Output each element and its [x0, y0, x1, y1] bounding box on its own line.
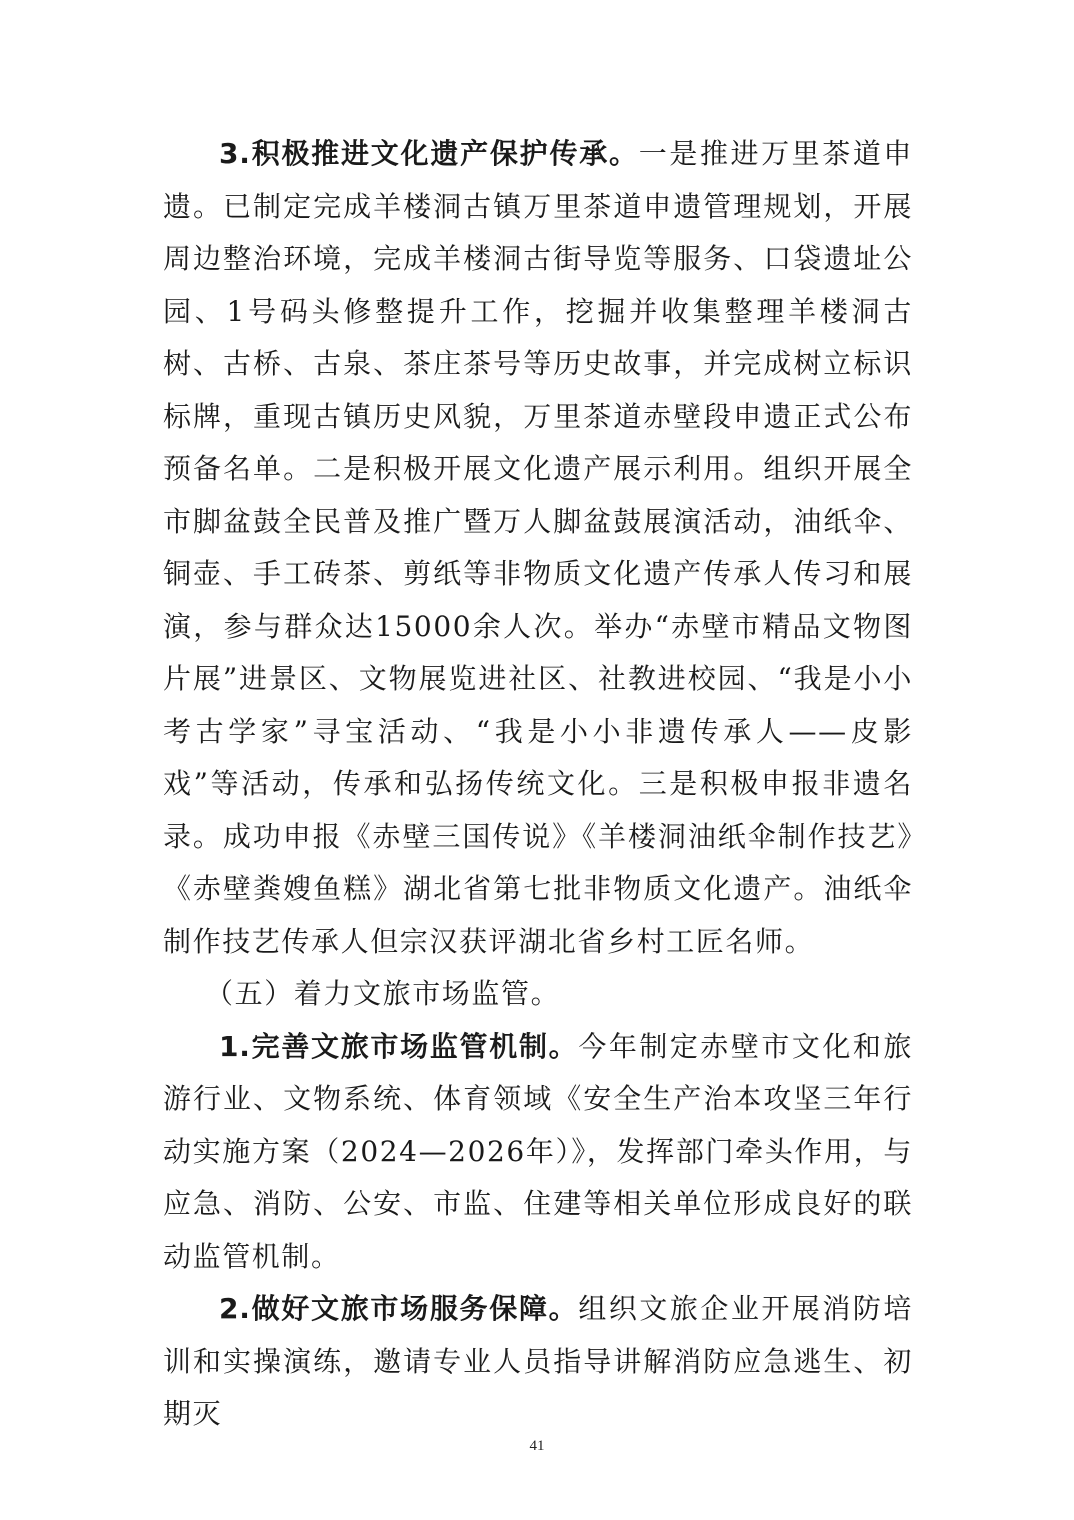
paragraph-lead-heading: 2.做好文旅市场服务保障。: [219, 1292, 579, 1325]
paragraph-lead-heading: 1.完善文旅市场监管机制。: [219, 1029, 579, 1063]
paragraph-supervision-mechanism: [163, 1021, 913, 1284]
section-heading-text: （五）着力文旅市场监管。: [205, 977, 561, 1010]
paragraph-lead-heading: 3.积极推进文化遗产保护传承。: [219, 137, 639, 170]
paragraph-body-text: 今年制定赤壁市文化和旅游行业、文物系统、体育领域《安全生产治本攻坚三年行动实施方案（2024—2026年）》，发挥部门牵头作用，与应急、消防、公安、市监、住建等相关单位形成良好的联动监管机制。: [163, 1029, 913, 1273]
section-heading-market-supervision: [163, 968, 913, 1021]
document-body: [163, 128, 913, 1441]
paragraph-service-guarantee: [163, 1283, 913, 1441]
paragraph-heritage-protection: [163, 128, 913, 968]
page-number: 41: [529, 1438, 545, 1454]
paragraph-body-text: 组织文旅企业开展消防培训和实操演练，邀请专业人员指导讲解消防应急逃生、初期灭: [163, 1292, 913, 1430]
paragraph-body-text: 一是推进万里茶道申遗。已制定完成羊楼洞古镇万里茶道申遗管理规划，开展周边整治环境，完成羊楼洞古街导览等服务、口袋遗址公园、1号码头修整提升工作，挖掘并收集整理羊楼洞古树、古桥、古泉、茶庄茶号等历史故事，并完成树立标识标牌，重现古镇历史风貌，万里茶道赤壁段申遗正式公布预备名单。二是积极开展文化遗产展示利用。组织开展全市脚盆鼓全民普及推广暨万人脚盆鼓展演活动，油纸伞、铜壶、手工砖茶、剪纸等非物质文化遗产传承人传习和展演，参与群众达15000余人次。举办“赤壁市精品文物图片展”进景区、文物展览进社区、社教进校园、“我是小小考古学家”寻宝活动、“我是小小非遗传承人——皮影戏”等活动，传承和弘扬传统文化。三是积极申报非遗名录。成功申报《赤壁三国传说》《羊楼洞油纸伞制作技艺》《赤壁粪嫂鱼糕》湖北省第七批非物质文化遗产。油纸伞制作技艺传承人但宗汉获评湖北省乡村工匠名师。: [163, 137, 914, 958]
